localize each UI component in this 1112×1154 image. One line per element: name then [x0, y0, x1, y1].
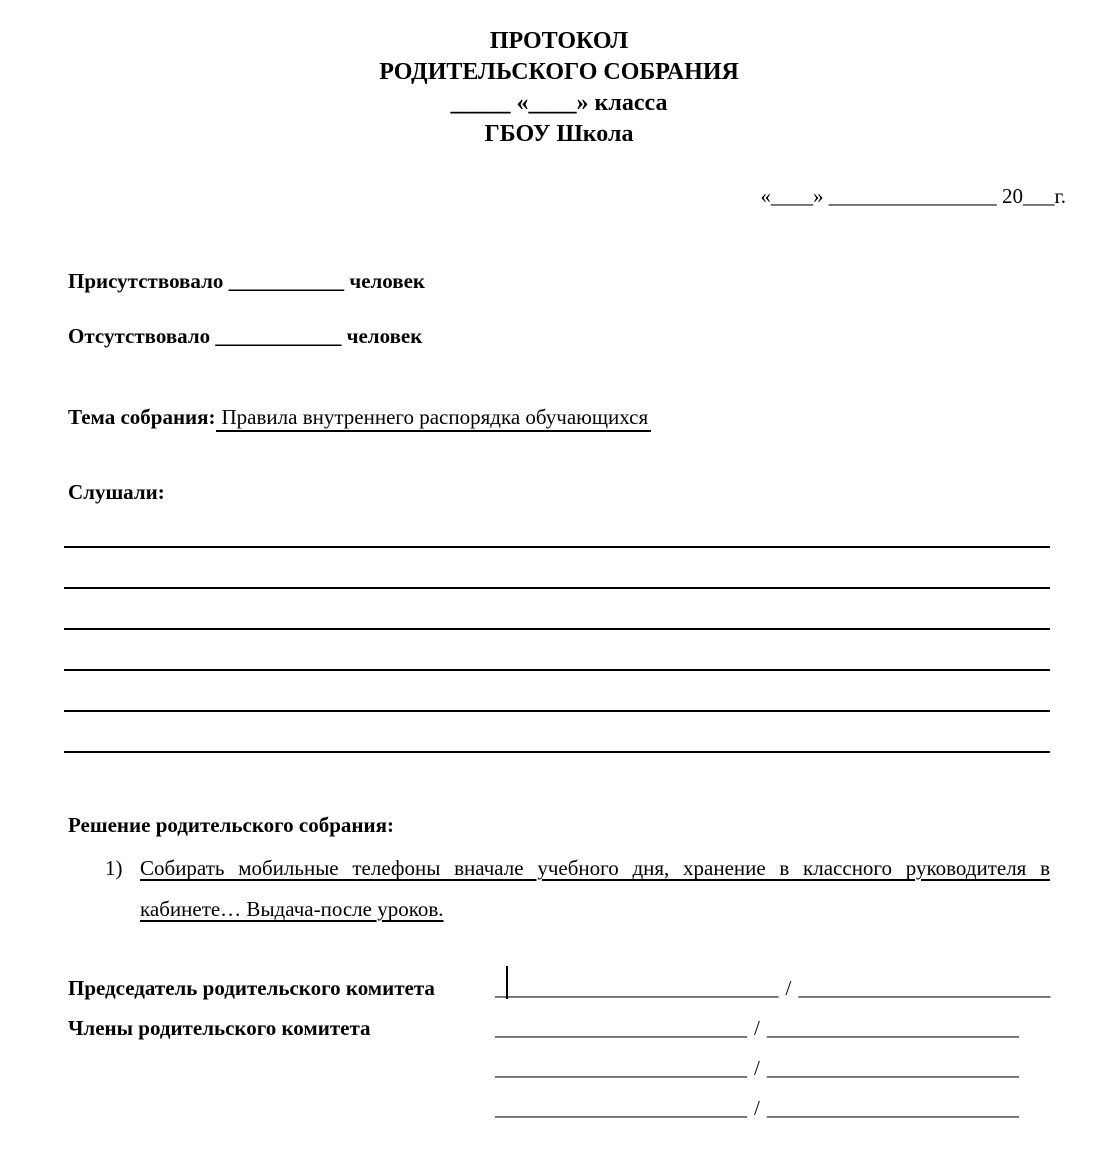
blank-ruled-line[interactable]: [64, 548, 1050, 589]
member-name-blank[interactable]: ________________________: [495, 1096, 747, 1120]
signature-block: [68, 968, 1050, 1128]
title-line-protocol: ПРОТОКОЛ: [489, 28, 629, 54]
member-name-blank[interactable]: ________________________: [495, 1016, 747, 1040]
signature-row-member-2: [68, 1048, 1050, 1088]
slash-separator: /: [754, 1096, 760, 1120]
attendance-absent-line[interactable]: Отсутствовало ____________ человек: [68, 324, 423, 348]
chairman-name-blank[interactable]: [495, 976, 779, 1000]
attendance-present-line[interactable]: Присутствовало ___________ человек: [68, 269, 426, 293]
slash-separator: /: [754, 1016, 760, 1040]
blank-underscores: ___________________________: [495, 976, 779, 1000]
blank-ruled-line[interactable]: [64, 712, 1050, 753]
member-signature-blank[interactable]: ________________________: [766, 1056, 1019, 1080]
date-blank-line[interactable]: «____» ________________ 20___г.: [760, 184, 1066, 208]
decision-section-label: Решение родительского собрания:: [68, 813, 394, 837]
listened-blank-lines: [64, 507, 1050, 753]
text-cursor: [506, 966, 508, 999]
chairman-label: Председатель родительского комитета: [68, 976, 435, 1000]
members-label: Члены родительского комитета: [68, 1016, 371, 1040]
meeting-topic-label: Тема собрания:: [68, 405, 216, 429]
document-title: [68, 26, 1050, 150]
blank-ruled-line[interactable]: [64, 630, 1050, 671]
slash-separator: /: [785, 976, 792, 1000]
signature-row-member-1: [68, 1008, 1050, 1048]
title-line-parents-meeting: РОДИТЕЛЬСКОГО СОБРАНИЯ: [379, 59, 739, 85]
blank-ruled-line[interactable]: [64, 671, 1050, 712]
chairman-signature-blank[interactable]: ________________________: [798, 976, 1051, 1000]
title-line-school: ГБОУ Школа: [484, 121, 634, 147]
meeting-topic-line: [68, 403, 1050, 432]
signature-row-member-3: [68, 1088, 1050, 1128]
blank-ruled-line[interactable]: [64, 507, 1050, 548]
signature-row-chairman: [68, 968, 1050, 1008]
decision-item-marker: 1): [105, 856, 123, 880]
title-line-class-blank[interactable]: _____ «____» класса: [450, 90, 668, 116]
member-signature-blank[interactable]: ________________________: [766, 1016, 1019, 1040]
meeting-topic-value: Правила внутреннего распорядка обучающихся: [216, 405, 652, 432]
slash-separator: /: [754, 1056, 760, 1080]
member-name-blank[interactable]: ________________________: [495, 1056, 747, 1080]
member-signature-blank[interactable]: ________________________: [766, 1096, 1019, 1120]
listened-section-label: Слушали:: [68, 480, 165, 504]
decision-list-item: [68, 848, 1050, 930]
decision-item-text: Собирать мобильные телефоны вначале учебного дня, хранение в классного руководителя в кабинете… Выдача-после уроков.: [140, 856, 1050, 921]
blank-ruled-line[interactable]: [64, 589, 1050, 630]
